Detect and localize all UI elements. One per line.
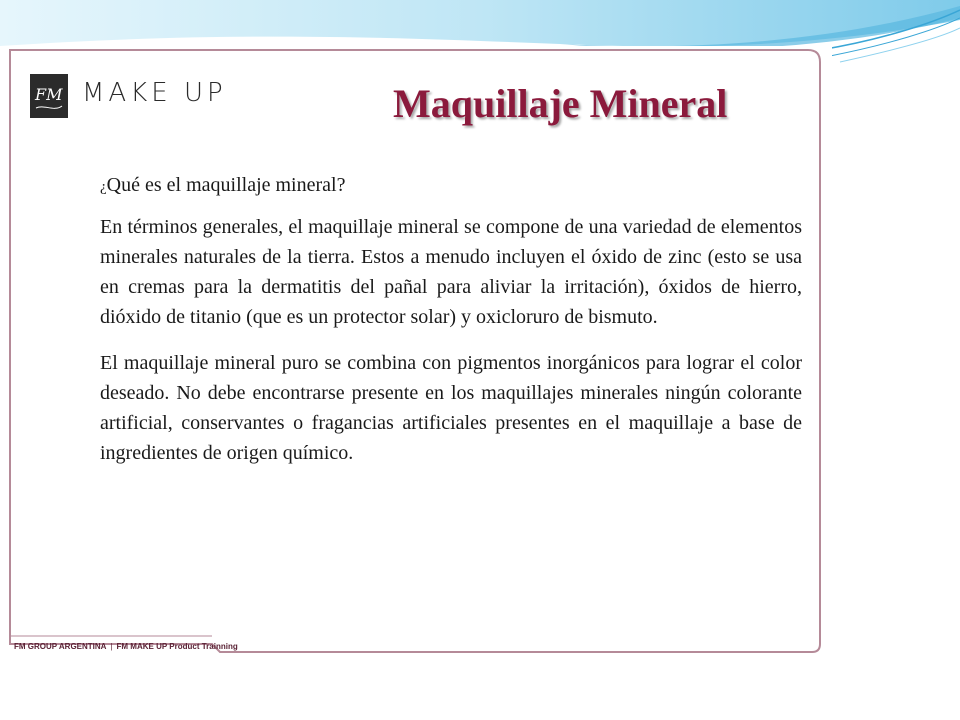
slide-content (100, 170, 802, 484)
paragraph-1: En términos generales, el maquillaje mineral se compone de una variedad de elementos minerales naturales de la tierra. Estos a menudo incluyen el óxido de zinc (esto se usa en cremas para la dermatitis del pañal para aliviar la irritación), óxidos de hierro, dióxido de titanio (que es un protector solar) y oxicloruro de bismuto. (100, 216, 802, 328)
fm-make-up-logo (30, 74, 230, 124)
question-text: Qué es el maquillaje mineral? (106, 174, 346, 196)
footer-left: FM GROUP ARGENTINA (14, 642, 107, 651)
footer (14, 642, 238, 651)
logo-brand-text: MAKE UP (82, 78, 227, 108)
slide-title: Maquillaje Mineral (393, 81, 728, 126)
fm-logo-badge-icon (30, 74, 68, 118)
footer-right: FM MAKE UP Product Trainning (116, 642, 238, 651)
question-mark: ¿ (100, 179, 107, 195)
question-line (100, 170, 802, 202)
footer-separator: | (110, 642, 113, 651)
paragraph-2: El maquillaje mineral puro se combina con pigmentos inorgánicos para lograr el color deseado. No debe encontrarse presente en los maquillajes minerales ningún colorante artificial, conservantes o fragancias artificiales presentes en el maquillaje a base de ingredientes de origen químico. (100, 352, 802, 464)
svg-text:FM: FM (35, 85, 63, 104)
slide-card (0, 46, 832, 666)
